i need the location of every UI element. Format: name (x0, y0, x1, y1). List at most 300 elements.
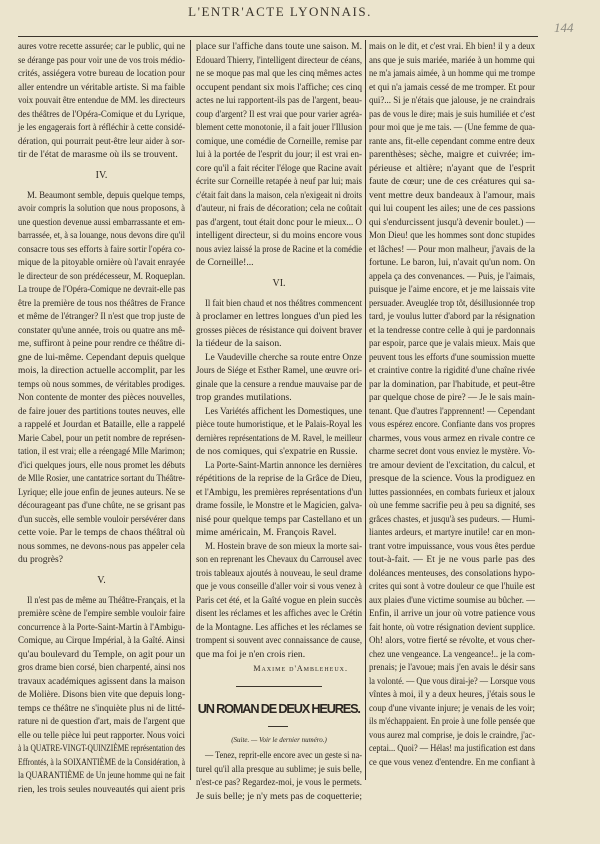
text-line-content: appela ça des convenances. — Puis, je l'aimais, (369, 270, 535, 282)
text-line (369, 688, 535, 702)
text-line-content: tenant. Que d'autres l'apprennent! — Cependant (369, 405, 535, 417)
text-line-content: vent mettre deux bandeaux à l'amour, mais (369, 189, 535, 201)
text-line-content: pas de vous le dire; mais je suis humiliée et c'est (369, 108, 535, 120)
text-line-content: où une femme sacrifie peu à peu sa dignité, ses (369, 500, 535, 511)
text-line (369, 756, 535, 770)
text-line (18, 432, 185, 446)
text-line-content: Paris cet été, et la Gaîté vogue en plein succès (196, 594, 362, 606)
text-line (196, 135, 362, 149)
text-line-content: temps ce théâtre ne s'inquiète plus ni de litté- (18, 702, 185, 714)
text-line-content: à la QUATRE-VINGT-QUINZIÈME représentation des (18, 743, 185, 754)
text-line-content: mime américain, M. François Ravel. (196, 527, 337, 538)
text-line (18, 472, 185, 486)
text-line-content: de Corneille!... (196, 257, 254, 268)
section-heading: IV. (95, 169, 108, 181)
text-line-content: Les Variétés affichent les Domestiques, une (205, 405, 362, 417)
text-line-content: ne se moque pas mal que les cinq mêmes actes (196, 68, 362, 79)
section-heading: V. (97, 574, 106, 586)
text-line (18, 189, 185, 203)
text-line (196, 189, 362, 203)
text-line-content: d'un succès, elle semble vouloir persévérer dans (18, 513, 185, 525)
text-line-content: Jours de Siége et Esther Ramel, une œuvre ori- (196, 365, 362, 376)
text-line-content: c'était fait dans la maison, cela n'exigeait ni droits (196, 189, 362, 201)
text-line (369, 432, 535, 446)
text-line (369, 310, 535, 324)
text-line-content: intelligent directeur, si du moins encore vous (196, 230, 362, 241)
text-line (18, 769, 185, 783)
text-line (369, 526, 535, 540)
text-line-content: de Molière. Disons bien vite que depuis long- (18, 689, 185, 700)
text-line-content: M. Beaumont semble, depuis quelque temps, (27, 189, 185, 201)
text-line-content: aures votre recette assurée; car le public, qui ne (18, 41, 185, 52)
text-line (18, 594, 185, 608)
text-line-content: et l'Ambigu, les premières représentations d'un (196, 486, 362, 498)
text-line (369, 40, 535, 54)
text-line (196, 405, 362, 419)
text-line (18, 553, 185, 567)
text-line-content: ce que vous venez d'entendre. En me confiant à (369, 756, 535, 768)
text-line (369, 715, 535, 729)
text-line-content: coup d'argent? Il est vrai que pour varier agréa- (196, 108, 362, 120)
text-line (196, 648, 362, 662)
text-line (196, 324, 362, 338)
text-line-content: Il fait bien chaud et nos théâtres commencent (205, 297, 362, 309)
text-line (196, 763, 362, 777)
text-line (18, 405, 185, 419)
column-2 (196, 40, 362, 803)
text-line (369, 94, 535, 108)
text-line (369, 729, 535, 743)
text-line-content: qui s'endurcissent jusqu'à devenir boulet.) — (369, 216, 535, 228)
text-line-content: crités, assiégera votre bureau de location pour (18, 68, 185, 79)
text-line-content: dération, qui pourrait peut-être leur aider à sor- (18, 135, 185, 147)
text-line (18, 391, 185, 405)
text-line-content: par quelque chose de pire? — Je le sais main- (369, 392, 535, 403)
text-line-content: tation, il est vrai; elle a réengagé Mlle Marimon; (18, 446, 185, 457)
text-line (18, 135, 185, 149)
text-line (196, 108, 362, 122)
text-line-content: consacre tous ses efforts à faire sortir l'opéra co- (18, 243, 185, 255)
text-line (369, 135, 535, 149)
text-line-content: des théâtres de l'Opéra-Comique et du Lyrique, (18, 108, 185, 120)
text-line-content: la tiédeur de la saison. (196, 338, 282, 349)
text-line-content: gros drame bien corsé, bien charpenté, ainsi nos (18, 662, 185, 673)
text-line-content: place sur l'affiche dans toute une saison. M. (196, 41, 362, 52)
text-line-content: M. Hostein brave de son mieux la morte sai- (205, 540, 362, 552)
text-line (369, 364, 535, 378)
text-line-content: blement cette monotonie, il a fait jouer l'Illusion (196, 122, 362, 133)
text-line (369, 648, 535, 662)
text-line (18, 648, 185, 662)
text-line-content: rien, les trois seules nouveautés qui aient pris (18, 783, 185, 795)
text-line-content: Effrontés, à la SOIXANTIÈME de la Considération, à (18, 756, 185, 768)
text-line-content: vîntes à moi, il y a deux heures, j'étais sous le (369, 689, 535, 700)
text-line (18, 688, 185, 702)
text-line (369, 594, 535, 608)
text-line-content: pièce toute humoristique, et le Palais-Royal les (196, 419, 362, 430)
text-line (18, 729, 185, 743)
text-line (369, 175, 535, 189)
text-line-content: fortune. Le baron, lui, n'avait qu'un nom. On (369, 257, 535, 268)
text-line-content: Le Vaudeville cherche sa route entre Onze (205, 351, 362, 363)
text-line-content: par la domination, par l'habitude, et peut-être (369, 378, 535, 390)
text-line (369, 661, 535, 675)
text-line (196, 81, 362, 95)
text-line (369, 148, 535, 162)
text-line (18, 202, 185, 216)
text-line-content: d'ici quelques jours, elle nous promet les débuts (18, 459, 185, 471)
text-line-content: rante ans, fit-elle cependant comme entre deux (369, 135, 535, 147)
text-line-content: concurrence à la Porte-Saint-Martin à l'Ambigu- (18, 621, 185, 633)
text-line (196, 567, 362, 581)
text-line (18, 445, 185, 459)
text-line (18, 607, 185, 621)
column-divider (190, 40, 191, 780)
text-line-content: qui?... Si je n'étais que jalouse, je ne craindrais (369, 95, 535, 106)
text-line (369, 54, 535, 68)
text-line (196, 513, 362, 527)
text-line-content: turel qu'il alla presque au sublime; je suis belle, (196, 763, 362, 775)
text-line-content: qu'au boulevard du Temple, on agit pour un (18, 648, 185, 660)
text-line-content: une question devenue aussi embarrassante et em- (18, 216, 185, 228)
text-line (18, 81, 185, 95)
text-line-content: et craintive contre la rigidité d'une chaîne rivée (369, 365, 535, 376)
text-line-content: et la tendresse contre celle à qui je pardonnais (369, 324, 535, 336)
article-title (196, 695, 362, 723)
text-line-content: que ma foi je n'en crois rien. (196, 648, 306, 660)
text-line-content: décourageant pas d'une chûte, ne se grisant pas (18, 500, 185, 511)
text-line-content: Enfin, il arrive un jour où votre patience vous (369, 608, 535, 619)
text-line (18, 364, 185, 378)
text-line-content: n'est-ce pas? Regardez-moi, je vous le permets. (196, 777, 362, 788)
author-signature: Maxime d'Ambleheux. (253, 664, 348, 673)
text-line-content: doléances menteuses, des consolations hypo- (369, 567, 535, 579)
text-line-content: a rappelé et Jourdan et Bataille, elle a rappelé (18, 419, 185, 430)
text-line (196, 40, 362, 54)
text-line-content: se dérange pas pour voir une de vos trois médio- (18, 54, 185, 66)
text-line (369, 297, 535, 311)
text-line-content: gne de lui-même. Cependant depuis quelque (18, 351, 185, 363)
text-line (18, 297, 185, 311)
text-line (369, 67, 535, 81)
text-line (196, 749, 362, 763)
text-line (369, 405, 535, 419)
text-line (369, 742, 535, 756)
text-line-content: Comique, au Cirque Impérial, à la Gaîté. Ainsi (18, 635, 185, 646)
text-line (196, 445, 362, 459)
text-line-content: le directeur de son prédécesseur, M. Roqueplan. (18, 270, 185, 282)
text-line-content: nisé pour quelque temps par Castellano et un (196, 513, 362, 525)
text-line-content: tard, je voulus lutter d'abord par la résignation (369, 311, 535, 322)
text-line (196, 459, 362, 473)
text-line (196, 94, 362, 108)
text-line-content: être la première de tous nos théâtres de France (18, 297, 185, 309)
text-line (196, 553, 362, 567)
text-line-content: Il n'est pas de même au Théâtre-Français, et la (27, 594, 185, 606)
text-line (196, 297, 362, 311)
text-line-content: qui lui coupent les ailes; une de ces passions (369, 203, 535, 214)
text-line (369, 108, 535, 122)
text-line-content: la QUARANTIÈME de Un jeune homme qui ne fait (18, 770, 185, 781)
text-line-content: fait honte, où votre résignation devient supplice. (369, 621, 535, 633)
text-line (196, 364, 362, 378)
text-line-content: voix pouvait être entendue de MM. les directeurs (18, 95, 185, 106)
text-line (196, 607, 362, 621)
text-line (18, 742, 185, 756)
text-line (18, 715, 185, 729)
text-line (369, 472, 535, 486)
text-line (196, 432, 362, 446)
text-line (369, 702, 535, 716)
text-line-content: écrite sur Corneille retapée à neuf par lui; mais (196, 176, 362, 187)
text-line-content: périeuse et altière; n'ayant que de l'esprit (369, 162, 535, 174)
text-line (369, 391, 535, 405)
text-line-content: actes ne lui rapportent-ils pas de l'argent, beau- (196, 95, 362, 106)
text-line (369, 243, 535, 257)
text-line-content: travaux académiques agissent dans la maison (18, 675, 185, 687)
text-line (18, 270, 185, 284)
text-line (369, 607, 535, 621)
text-line-content: avoir compris la solution que nous proposons, à (18, 203, 185, 214)
text-line-content: coup d'une vivante injure; je venais de les voir; (369, 702, 535, 714)
text-line-content: me, suffiront à peine pour rendre ce théâtre di- (18, 338, 185, 349)
text-line (196, 634, 362, 648)
text-line-content: trompent si souvent avec connaissance de cause, (196, 635, 362, 646)
text-line-content: — Tenez, reprit-elle encore avec un geste si na- (205, 750, 362, 761)
text-line (18, 621, 185, 635)
text-line (196, 594, 362, 608)
text-line-content: temps où nous sommes, de véritables prodiges. (18, 378, 185, 390)
column-divider (365, 40, 366, 780)
text-line-content: drame fossile, le Monstre et le Magicien, galva- (196, 500, 362, 511)
text-line-content: rature ni de question d'art, mais de l'argent que (18, 716, 185, 727)
text-line-content: première scène de l'empire semble vouloir faire (18, 608, 185, 619)
text-line (18, 702, 185, 716)
text-line (369, 256, 535, 270)
text-line (369, 621, 535, 635)
text-line-content: barrassée, et, à sa louange, nous devons dire qu'il (18, 230, 185, 241)
text-line (196, 229, 362, 243)
text-line-content: charmes, vous vous armez en rivale contre ce (369, 432, 535, 444)
text-line-content: ans que je suis mariée, mariée à un homme qui (369, 54, 535, 66)
text-line (196, 472, 362, 486)
text-line (196, 418, 362, 432)
text-line (369, 81, 535, 95)
text-line-content: par espoir, parce que je valais mieux. Mais que (369, 338, 535, 349)
text-line (369, 324, 535, 338)
text-line-content: ils m'échappaient. En proie à une folle pensée que (369, 716, 535, 727)
section-heading: VI. (272, 277, 286, 289)
text-line-content: chez une vengeance. La vengeance!.. je la com- (369, 648, 535, 660)
text-line-content: lui à la portée de l'esprit du jour; il est vrai en- (196, 149, 362, 160)
text-line-content: du progrès? (18, 554, 64, 565)
text-line (196, 310, 362, 324)
title-dash (196, 723, 362, 731)
text-line (369, 567, 535, 581)
text-line (369, 418, 535, 432)
text-line (18, 337, 185, 351)
text-line-content: aller entendre un véritable artiste. Si ma faible (18, 81, 185, 93)
text-line (196, 486, 362, 500)
text-line (18, 121, 185, 135)
text-line-content: liantes ardeurs, et martyre inutile! car en mon- (369, 527, 535, 538)
text-line-content: peuvent tous les efforts d'une soumission muette (369, 351, 535, 363)
text-line (18, 54, 185, 68)
text-line-content: son en reprenant les Chevaux du Carrousel avec (196, 554, 362, 565)
text-line-content: La Porte-Saint-Martin annonce les dernières (205, 459, 362, 471)
text-line (196, 580, 362, 594)
text-line (196, 67, 362, 81)
text-line-content: Je suis belle; je n'y mets pas de coquetterie; (196, 790, 362, 802)
text-line-content: Marie Cabel, pour un petit nombre de représen- (18, 432, 185, 444)
text-line (18, 783, 185, 797)
text-line-content: trois tableaux ajoutés à nouveau, le seul drame (196, 567, 362, 579)
text-line (369, 337, 535, 351)
text-line (369, 486, 535, 500)
text-line (18, 243, 185, 257)
text-line (18, 351, 185, 365)
column-3 (369, 40, 535, 769)
text-line (369, 513, 535, 527)
text-line-content: pour moi que je me tais. — (Une femme de qua- (369, 122, 535, 133)
text-line (369, 202, 535, 216)
text-line (196, 526, 362, 540)
text-line (18, 378, 185, 392)
text-line (18, 148, 185, 162)
text-line-content: vous aurez mal comprise, je dois le craindre, j'ac- (369, 729, 535, 741)
text-line-content: parenthèses; sèche, maigre et cuivrée; im- (369, 149, 535, 160)
text-line (196, 499, 362, 513)
text-line-content: prenais; je l'avoue; mais j'en avais le désir sans (369, 662, 535, 673)
text-line-content: et lâches! — Pour mon malheur, j'avais de la (369, 243, 535, 255)
text-line (369, 162, 535, 176)
text-line-content: et même de l'étranger? Il n'est que trop juste de (18, 311, 185, 322)
text-line-content: tir de l'état de marasme où ils se trouvent. (18, 149, 178, 160)
text-line (18, 499, 185, 513)
text-line-content: d'auteur, ni frais de décoration; cela ne coûtait (196, 203, 362, 214)
text-line (18, 459, 185, 473)
text-line-content: trop grandes mutilations. (196, 392, 292, 403)
text-line (18, 94, 185, 108)
text-line (18, 513, 185, 527)
text-line (18, 418, 185, 432)
text-line-content: comique, une comédie de Corneille, remise par (196, 135, 362, 147)
text-line-content: tout-à-fait. — Et je ne vous parle pas des (369, 554, 535, 565)
text-line (196, 54, 362, 68)
text-line-content: répétitions de la reprise de la Grâce de Dieu, (196, 473, 362, 484)
text-line-content: nous sommes, ne devons-nous pas appeler cela (18, 540, 185, 552)
text-line (369, 121, 535, 135)
text-line (18, 324, 185, 338)
text-line (18, 40, 185, 54)
text-line (369, 351, 535, 365)
text-line (18, 229, 185, 243)
text-line (196, 202, 362, 216)
text-line-content: charme secret dont vous enviez le mystère. Vo- (369, 446, 535, 457)
text-line-content: Non contente de monter des pièces nouvelles, (18, 392, 185, 403)
text-line-content: dernières représentations de M. Ravel, le meilleur (196, 432, 362, 444)
text-line-content: faute de cœur; une de ces créatures qui sa- (369, 176, 535, 187)
header-rule (18, 36, 538, 37)
text-line (369, 553, 535, 567)
article-title-text: UN ROMAN DE DEUX HEURES. (198, 701, 360, 716)
text-line-content: trant votre impuissance, vous vous êtes perdue (369, 540, 535, 552)
text-line (196, 391, 362, 405)
text-line-content: Lyrique; elle joue enfin de jeunes auteurs. Ne se (18, 486, 185, 498)
text-line (196, 776, 362, 790)
text-line (369, 445, 535, 459)
text-line-content: ginale que la censure a rendue mauvaise par de (196, 378, 362, 390)
text-line (18, 540, 185, 554)
text-line-content: la volonté. — Que vous dirai-je? — Lorsque vous (369, 675, 535, 687)
text-line-content: mais on le dit, et c'est vrai. Eh bien! il y a deux (369, 41, 535, 52)
text-line-content: Edouard Thierry, l'intelligent directeur de céans, (196, 54, 362, 66)
text-line-content: de faire jouer des partitions toutes neuves, elle (18, 405, 185, 417)
text-line-content: grosses pièces de résistance qui doivent braver (196, 324, 362, 336)
text-line (369, 540, 535, 554)
text-line (18, 256, 185, 270)
text-line-content: luttes passionnées, en combats furieux et jaloux (369, 486, 535, 498)
text-line-content: ne m'a jamais aimée, à un homme qui me trompe (369, 68, 535, 79)
text-line-content: Oh! alors, votre fierté se révolte, et vous cher- (369, 635, 535, 646)
text-line (369, 675, 535, 689)
text-line-content: occupent pendant six mois l'affiche; ces cinq (196, 81, 362, 93)
text-line (196, 148, 362, 162)
text-line-content: nous aviez laissé la prose de Racine et la comédie (196, 243, 362, 255)
column-1 (18, 40, 185, 796)
text-line-content: de Mlle Rosier, une cantatrice sortant du Théâtre- (18, 473, 185, 484)
text-line-content: core qu'il a fait réciter l'éloge que Racine avait (196, 162, 362, 174)
text-line-content: disent les réclames et les affiches avec le Crétin (196, 608, 362, 619)
text-line (196, 162, 362, 176)
text-line-content: grâces chastes, et jusqu'à ses pudeurs. — Humi- (369, 513, 535, 525)
text-line-content: de la Montagne. Les affiches et les réclames se (196, 621, 362, 633)
text-line (369, 459, 535, 473)
text-line (369, 283, 535, 297)
text-line-content: je les engagerais fort à réfléchir à cette considé- (18, 122, 185, 133)
text-line-content: persuader. Aveuglée trop tôt, désillusionnée trop (369, 297, 535, 309)
text-line-content: puisque je l'aime encore, et je me laissais vite (369, 284, 535, 295)
text-line (18, 216, 185, 230)
text-line-content: crites qui sont à votre douleur ce que l'huile est (369, 581, 535, 592)
text-line (18, 634, 185, 648)
text-line-content: vous espérez encore. Confiante dans vos propres (369, 419, 535, 430)
text-line (196, 216, 362, 230)
continuation-note: (Suite. — Voir le dernier numéro.) (231, 736, 327, 744)
text-line (196, 121, 362, 135)
text-line-content: à proclamer en lettres longues d'un pied les (196, 311, 362, 322)
text-line (196, 540, 362, 554)
text-line-content: Mon Dieu! que les hommes sont donc stupides (369, 230, 535, 241)
text-line-content: pas d'argent, tout était donc pour le mieux... O (196, 216, 362, 228)
text-line (196, 351, 362, 365)
text-line (369, 229, 535, 243)
text-line (196, 378, 362, 392)
text-line (369, 580, 535, 594)
text-line (18, 661, 185, 675)
page-number: 144 (554, 20, 574, 35)
text-line (369, 216, 535, 230)
text-line (18, 526, 185, 540)
text-line (18, 675, 185, 689)
text-line (196, 337, 362, 351)
text-line-content: tre amour devient de l'excitation, du calcul, et (369, 459, 535, 471)
text-line (196, 175, 362, 189)
separator-rule (196, 677, 362, 695)
text-line (369, 499, 535, 513)
text-line-content: mois, la direction actuelle accomplit, par les (18, 365, 185, 376)
text-line-content: et qui n'a jamais cessé de me tromper. Et pour (369, 81, 535, 93)
